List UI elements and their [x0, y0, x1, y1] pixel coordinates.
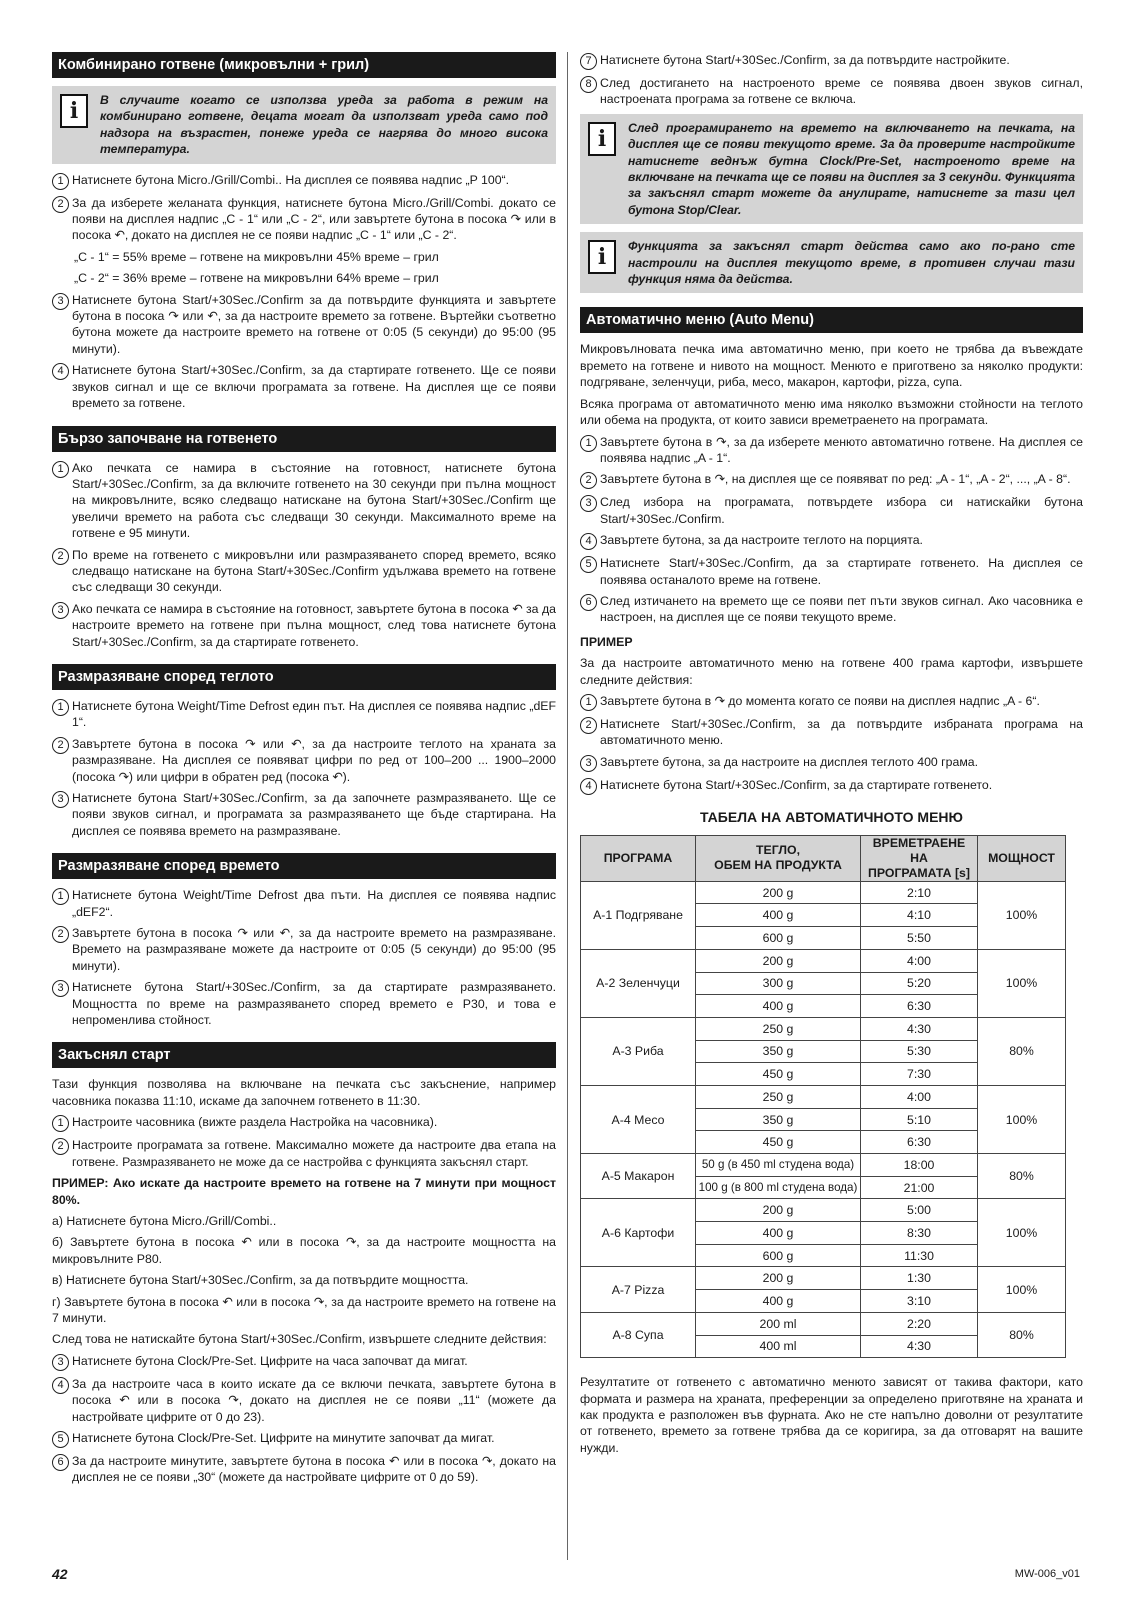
section-title-defrost-weight: Размразяване според теглото	[52, 664, 556, 690]
step: 6 За да настроите минутите, завъртете бутона в посока ↶ или в посока ↷, докато на дисплея не се появи „30“ (можете да настройвате цифрите от 0 до 59).	[52, 1453, 556, 1486]
cell-weight: 200 g	[696, 949, 861, 972]
step: 5 Натиснете Start/+30Sec./Confirm, да за стартирате готвенето. На дисплея се появява останалото време на готвене.	[580, 555, 1083, 588]
step: 2 Завъртете бутона в посока ↷ или ↶, за да настроите времето на размразяване. Времето на размразяване можете да настроите от 0:05 (5 секунди) до 95:00 (95 минути).	[52, 925, 556, 974]
cell-weight: 300 g	[696, 972, 861, 995]
cell-duration: 2:20	[861, 1312, 978, 1335]
step: 1 Завъртете бутона в ↷ до момента когато се появи на дисплея надпис „A - 6“.	[580, 693, 1083, 711]
step: 1 Натиснете бутона Micro./Grill/Combi.. На дисплея се появява надпис „P 100“.	[52, 172, 556, 190]
cell-duration: 3:10	[861, 1290, 978, 1313]
auto-intro-1: Микровълновата печка има автоматично меню, при което не трябва да въвеждате времето на готвене и нивото на мощност. Менюто е приготвено за няколко продукти: подгряване, зеленчуци, риба, месо, макарон, картофи, pizza, супа.	[580, 342, 1083, 390]
step: 6 След изтичането на времето ще се появи пет пъти звуков сигнал. Ако часовника е настроен, на дисплея ще се появи текущото време.	[580, 593, 1083, 626]
info-icon: i	[588, 122, 616, 156]
cell-weight: 400 g	[696, 1222, 861, 1245]
cell-duration: 5:00	[861, 1199, 978, 1222]
step: 7 Натиснете бутона Start/+30Sec./Confirm, за да потвърдите настройките.	[580, 52, 1083, 70]
cell-power: 100%	[978, 1199, 1066, 1267]
table-row	[581, 949, 1066, 972]
right-column	[580, 52, 1083, 1461]
combi-c1: „C - 1“ = 55% време – готвене на микровълни 45% време – грил	[74, 249, 439, 264]
page-number: 42	[52, 1566, 68, 1582]
table-row	[581, 881, 1066, 904]
step: 8 След достигането на настроеното време се появява двоен звуков сигнал, настроената програма за готвене се включа.	[580, 75, 1083, 108]
info-note-delayed	[580, 114, 1083, 224]
step: 2 По време на готвенето с микровълни или размразяването според времето, всяко следващо натискане на бутона Start/+30Sec./Confirm удължава времето на готвене със следващи 30 секунди.	[52, 547, 556, 596]
cell-duration: 4:30	[861, 1017, 978, 1040]
header-power: МОЩНОСТ	[978, 835, 1066, 881]
section-title-quick-start: Бързо започване на готвенето	[52, 426, 556, 452]
cell-power: 100%	[978, 1085, 1066, 1153]
cell-duration: 5:30	[861, 1040, 978, 1063]
cell-weight: 400 g	[696, 1290, 861, 1313]
cell-weight: 200 g	[696, 1199, 861, 1222]
cell-duration: 7:30	[861, 1063, 978, 1086]
cell-power: 100%	[978, 1267, 1066, 1312]
cell-duration: 4:00	[861, 1085, 978, 1108]
cell-power: 100%	[978, 881, 1066, 949]
cell-program: A-5 Макарон	[581, 1154, 696, 1199]
cell-weight: 600 g	[696, 1244, 861, 1267]
cell-program: A-3 Риба	[581, 1017, 696, 1085]
step: 4 Завъртете бутона, за да настроите теглото на порцията.	[580, 532, 1083, 550]
cell-duration: 5:50	[861, 927, 978, 950]
cell-weight: 250 g	[696, 1017, 861, 1040]
cell-weight: 200 g	[696, 881, 861, 904]
delayed-example: ПРИМЕР: Ако искате да настроите времето на готвене на 7 минути при мощност 80%.	[52, 1176, 556, 1207]
cell-duration: 6:30	[861, 995, 978, 1018]
step: 2 Завъртете бутона в посока ↷ или ↶, за да настроите теглото на храната за размразяване. На дисплея се появяват цифри по ред от 100–200 ... 1900–2000 (посока ↷) или цифри в обратен ред (посока ↶).	[52, 736, 556, 785]
table-body	[581, 881, 1066, 1357]
step: 2 Завъртете бутона в ↷, на дисплея ще се появяват по ред: „A - 1“, „A - 2“, ..., „A - 8“.	[580, 471, 1083, 489]
delayed-intro: Тази функция позволява на включване на печката със закъснение, например часовника показва 11:10, искаме да започнем готвенето в 11:30.	[52, 1077, 556, 1108]
info-icon: i	[60, 94, 88, 128]
cell-weight: 50 g (в 450 ml студена вода)	[696, 1154, 861, 1177]
section-title-defrost-time: Размразяване според времето	[52, 853, 556, 879]
step: 3 Натиснете бутона Start/+30Sec./Confirm за да потвърдите функцията и завъртете бутона в посока ↷ или ↶, за да настроите времето за готвене. Въртейки съответно бутона можете да настроите времето на готвене от 0:05 (5 секунди) до 95:00 (95 минути).	[52, 292, 556, 358]
step: 3 Завъртете бутона, за да настроите на дисплея теглото 400 грама.	[580, 754, 1083, 772]
cell-weight: 450 g	[696, 1131, 861, 1154]
combi-c2: „C - 2“ = 36% време – готвене на микровълни 64% време – грил	[74, 271, 439, 286]
cell-weight: 350 g	[696, 1108, 861, 1131]
table-row	[581, 1154, 1066, 1177]
step: 5 Натиснете бутона Clock/Pre-Set. Цифрите на минутите започват да мигат.	[52, 1430, 556, 1448]
cell-weight: 400 ml	[696, 1335, 861, 1358]
cell-power: 80%	[978, 1017, 1066, 1085]
info-icon: i	[588, 240, 616, 274]
substep-v: в) Натиснете бутона Start/+30Sec./Confirm, за да потвърдите мощността.	[52, 1273, 469, 1288]
cell-duration: 4:10	[861, 904, 978, 927]
step: 1 Настроите часовника (вижте раздела Настройка на часовника).	[52, 1114, 556, 1132]
table-row	[581, 1085, 1066, 1108]
cell-power: 100%	[978, 949, 1066, 1017]
table-row	[581, 1312, 1066, 1335]
example-label: ПРИМЕР	[580, 634, 633, 649]
step: 3 Натиснете бутона Start/+30Sec./Confirm, за да започнете размразяването. Ще се появи звуков сигнал, и програмата за размразяването ще бъде стартирана. На дисплея се появява времето на размразяване.	[52, 790, 556, 839]
cell-weight: 450 g	[696, 1063, 861, 1086]
step: 2 Натиснете Start/+30Sec./Confirm, за да потвърдите избраната програма на автоматичното меню.	[580, 716, 1083, 749]
step: 4 Натиснете бутона Start/+30Sec./Confirm, за да стартирате готвенето. Ще се появи звуков сигнал и ще се включи програмата за готвене. На дисплея ще се появи времето за готвене.	[52, 362, 556, 411]
table-title: ТАБЕЛА НА АВТОМАТИЧНОТО МЕНЮ	[700, 808, 963, 825]
cell-duration: 11:30	[861, 1244, 978, 1267]
cell-duration: 18:00	[861, 1154, 978, 1177]
column-divider	[567, 52, 568, 1560]
table-row	[581, 1267, 1066, 1290]
cell-power: 80%	[978, 1312, 1066, 1357]
cell-weight: 350 g	[696, 1040, 861, 1063]
step: 1 Натиснете бутона Weight/Time Defrost един път. На дисплея се появява надпис „dEF 1“.	[52, 698, 556, 731]
cell-weight: 400 g	[696, 904, 861, 927]
cell-weight: 200 g	[696, 1267, 861, 1290]
cell-duration: 4:00	[861, 949, 978, 972]
example-text: За да настроите автоматичното меню на готвене 400 грама картофи, извършете следните действия:	[580, 656, 1083, 687]
table-header-row	[581, 835, 1066, 881]
step: 1 Завъртете бутона в ↷, за да изберете менюто автоматично готвене. На дисплея се появява надпис „A - 1“.	[580, 434, 1083, 467]
info-note-clock	[580, 232, 1083, 293]
cell-program: A-1 Подгряване	[581, 881, 696, 949]
cell-duration: 6:30	[861, 1131, 978, 1154]
table-row	[581, 1017, 1066, 1040]
step: 1 Ако печката се намира в състояние на готовност, натиснете бутона Start/+30Sec./Confirm, за да включите готвенето на 30 секунди при пълна мощност на микровълните, всяко следващо натискане на бутона Start/+30Sec./Confirm ще увеличи времето на работа със следващи 30 секунди. Максималното време на готвене е 95 минути.	[52, 460, 556, 542]
step: 3 Натиснете бутона Clock/Pre-Set. Цифрите на часа започват да мигат.	[52, 1353, 556, 1371]
step: 2 За да изберете желаната функция, натиснете бутона Micro./Grill/Combi. докато се появи на дисплея надпис „C - 1“ или „C - 2“, или завъртете бутона в посока ↷ или в посока ↶, докато на дисплея не се появи надпис „C - 1“ или „C - 2“.	[52, 195, 556, 244]
auto-intro-2: Всяка програма от автоматичното меню има няколко възможни стойности на теглото или обема на продукта, от които зависи времетраенето на програмата.	[580, 396, 1083, 428]
cell-program: A-7 Pizza	[581, 1267, 696, 1312]
auto-menu-table	[580, 835, 1066, 1358]
cell-program: A-6 Картофи	[581, 1199, 696, 1267]
step: 3 След избора на програмата, потвърдете избора си натискайки бутона Start/+30Sec./Confirm.	[580, 494, 1083, 527]
cell-weight: 200 ml	[696, 1312, 861, 1335]
cell-duration: 8:30	[861, 1222, 978, 1245]
substep-g: г) Завъртете бутона в посока ↶ или в посока ↷, за да настроите времето на готвене на 7 минути.	[52, 1294, 556, 1325]
cell-program: A-2 Зеленчуци	[581, 949, 696, 1017]
section-title-combi: Комбинирано готвене (микровълни + грил)	[52, 52, 556, 78]
delayed-then: След това не натискайте бутона Start/+30Sec./Confirm, извършете следните действия:	[52, 1332, 547, 1347]
cell-program: A-8 Супа	[581, 1312, 696, 1357]
cell-weight: 250 g	[696, 1085, 861, 1108]
step: 2 Настроите програмата за готвене. Максимално можете да настроите два етапа на готвене. Размразяването не може да се настройва с функцията закъснял старт.	[52, 1137, 556, 1170]
cell-duration: 4:30	[861, 1335, 978, 1358]
header-program: ПРОГРАМА	[581, 835, 696, 881]
cell-duration: 1:30	[861, 1267, 978, 1290]
substep-b: б) Завъртете бутона в посока ↶ или в посока ↷, за да настроите мощността на микровълните P80.	[52, 1235, 556, 1266]
cell-program: A-4 Месо	[581, 1085, 696, 1153]
substep-a: а) Натиснете бутона Micro./Grill/Combi..	[52, 1213, 277, 1228]
section-title-delayed-start: Закъснял старт	[52, 1042, 556, 1068]
cell-power: 80%	[978, 1154, 1066, 1199]
step: 4 Натиснете бутона Start/+30Sec./Confirm, за да стартирате готвенето.	[580, 777, 1083, 795]
cell-weight: 600 g	[696, 927, 861, 950]
left-column	[52, 52, 556, 1491]
header-weight: ТЕГЛО, ОБЕМ НА ПРОДУКТА	[696, 835, 861, 881]
note-text: Функцията за закъснял старт действа само ако по-рано сте настроили на дисплея текущото време, в противен случаи тази функция няма да действа.	[628, 239, 1075, 287]
table-row	[581, 1199, 1066, 1222]
step: 1 Натиснете бутона Weight/Time Defrost два пъти. На дисплея се появява надпис „dEF2“.	[52, 887, 556, 920]
step: 3 Натиснете бутона Start/+30Sec./Confirm, за да стартирате размразяването. Мощността по време на размразяването според времето е P30, и това е непроменлива стойност.	[52, 979, 556, 1028]
final-note: Резултатите от готвенето с автоматично менюто зависят от такива фактори, като формата и размера на храната, преференции за определено приготвяне на храната и как продукта е разположен във фурната. Ако не сте напълно доволни от резултатите от готвенето, времето за готвене трябва да се коригира, за да отговарят на вашите нужди.	[580, 1375, 1083, 1455]
steps-combi	[52, 172, 556, 244]
header-duration: ВРЕМЕТРАЕНЕ НА ПРОГРАМАТА [s]	[861, 835, 978, 881]
info-note-combi	[52, 86, 556, 164]
note-text: След програмирането на времето на включването на печката, на дисплея ще се появи текущото време. За да проверите настройките натиснете веднъж бутна Clock/Pre-Set, настроеното време на включване на печката ще се появи на дисплея за 3 секунди. Функцията за закъснял старт можете да анулирате, натиснете за тази цел бутона Stop/Clear.	[628, 120, 1075, 217]
note-text: В случаите когато се използва уреда за работа в режим на комбинирано готвене, децата могат да използват уреда само под надзора на възрастен, понеже уреда се нагрява до много висока температура.	[100, 93, 548, 157]
cell-duration: 5:10	[861, 1108, 978, 1131]
step: 3 Ако печката се намира в състояние на готовност, завъртете бутона в посока ↶ за да настроите времето на готвене при пълна мощност, след това натиснете бутона Start/+30Sec./Confirm, за да стартирате готвенето.	[52, 601, 556, 650]
cell-duration: 5:20	[861, 972, 978, 995]
cell-weight: 100 g (в 800 ml студена вода)	[696, 1176, 861, 1199]
step: 4 За да настроите часа в които искате да се включи печката, завъртете бутона в посока ↶ или в посока ↷, докато на дисплея не се появи „11“ (можете да настройвате цифрите от 0 до 23).	[52, 1376, 556, 1425]
cell-weight: 400 g	[696, 995, 861, 1018]
section-title-auto-menu: Автоматично меню (Auto Menu)	[580, 307, 1083, 333]
document-code: MW-006_v01	[1014, 1568, 1080, 1580]
cell-duration: 2:10	[861, 881, 978, 904]
cell-duration: 21:00	[861, 1176, 978, 1199]
